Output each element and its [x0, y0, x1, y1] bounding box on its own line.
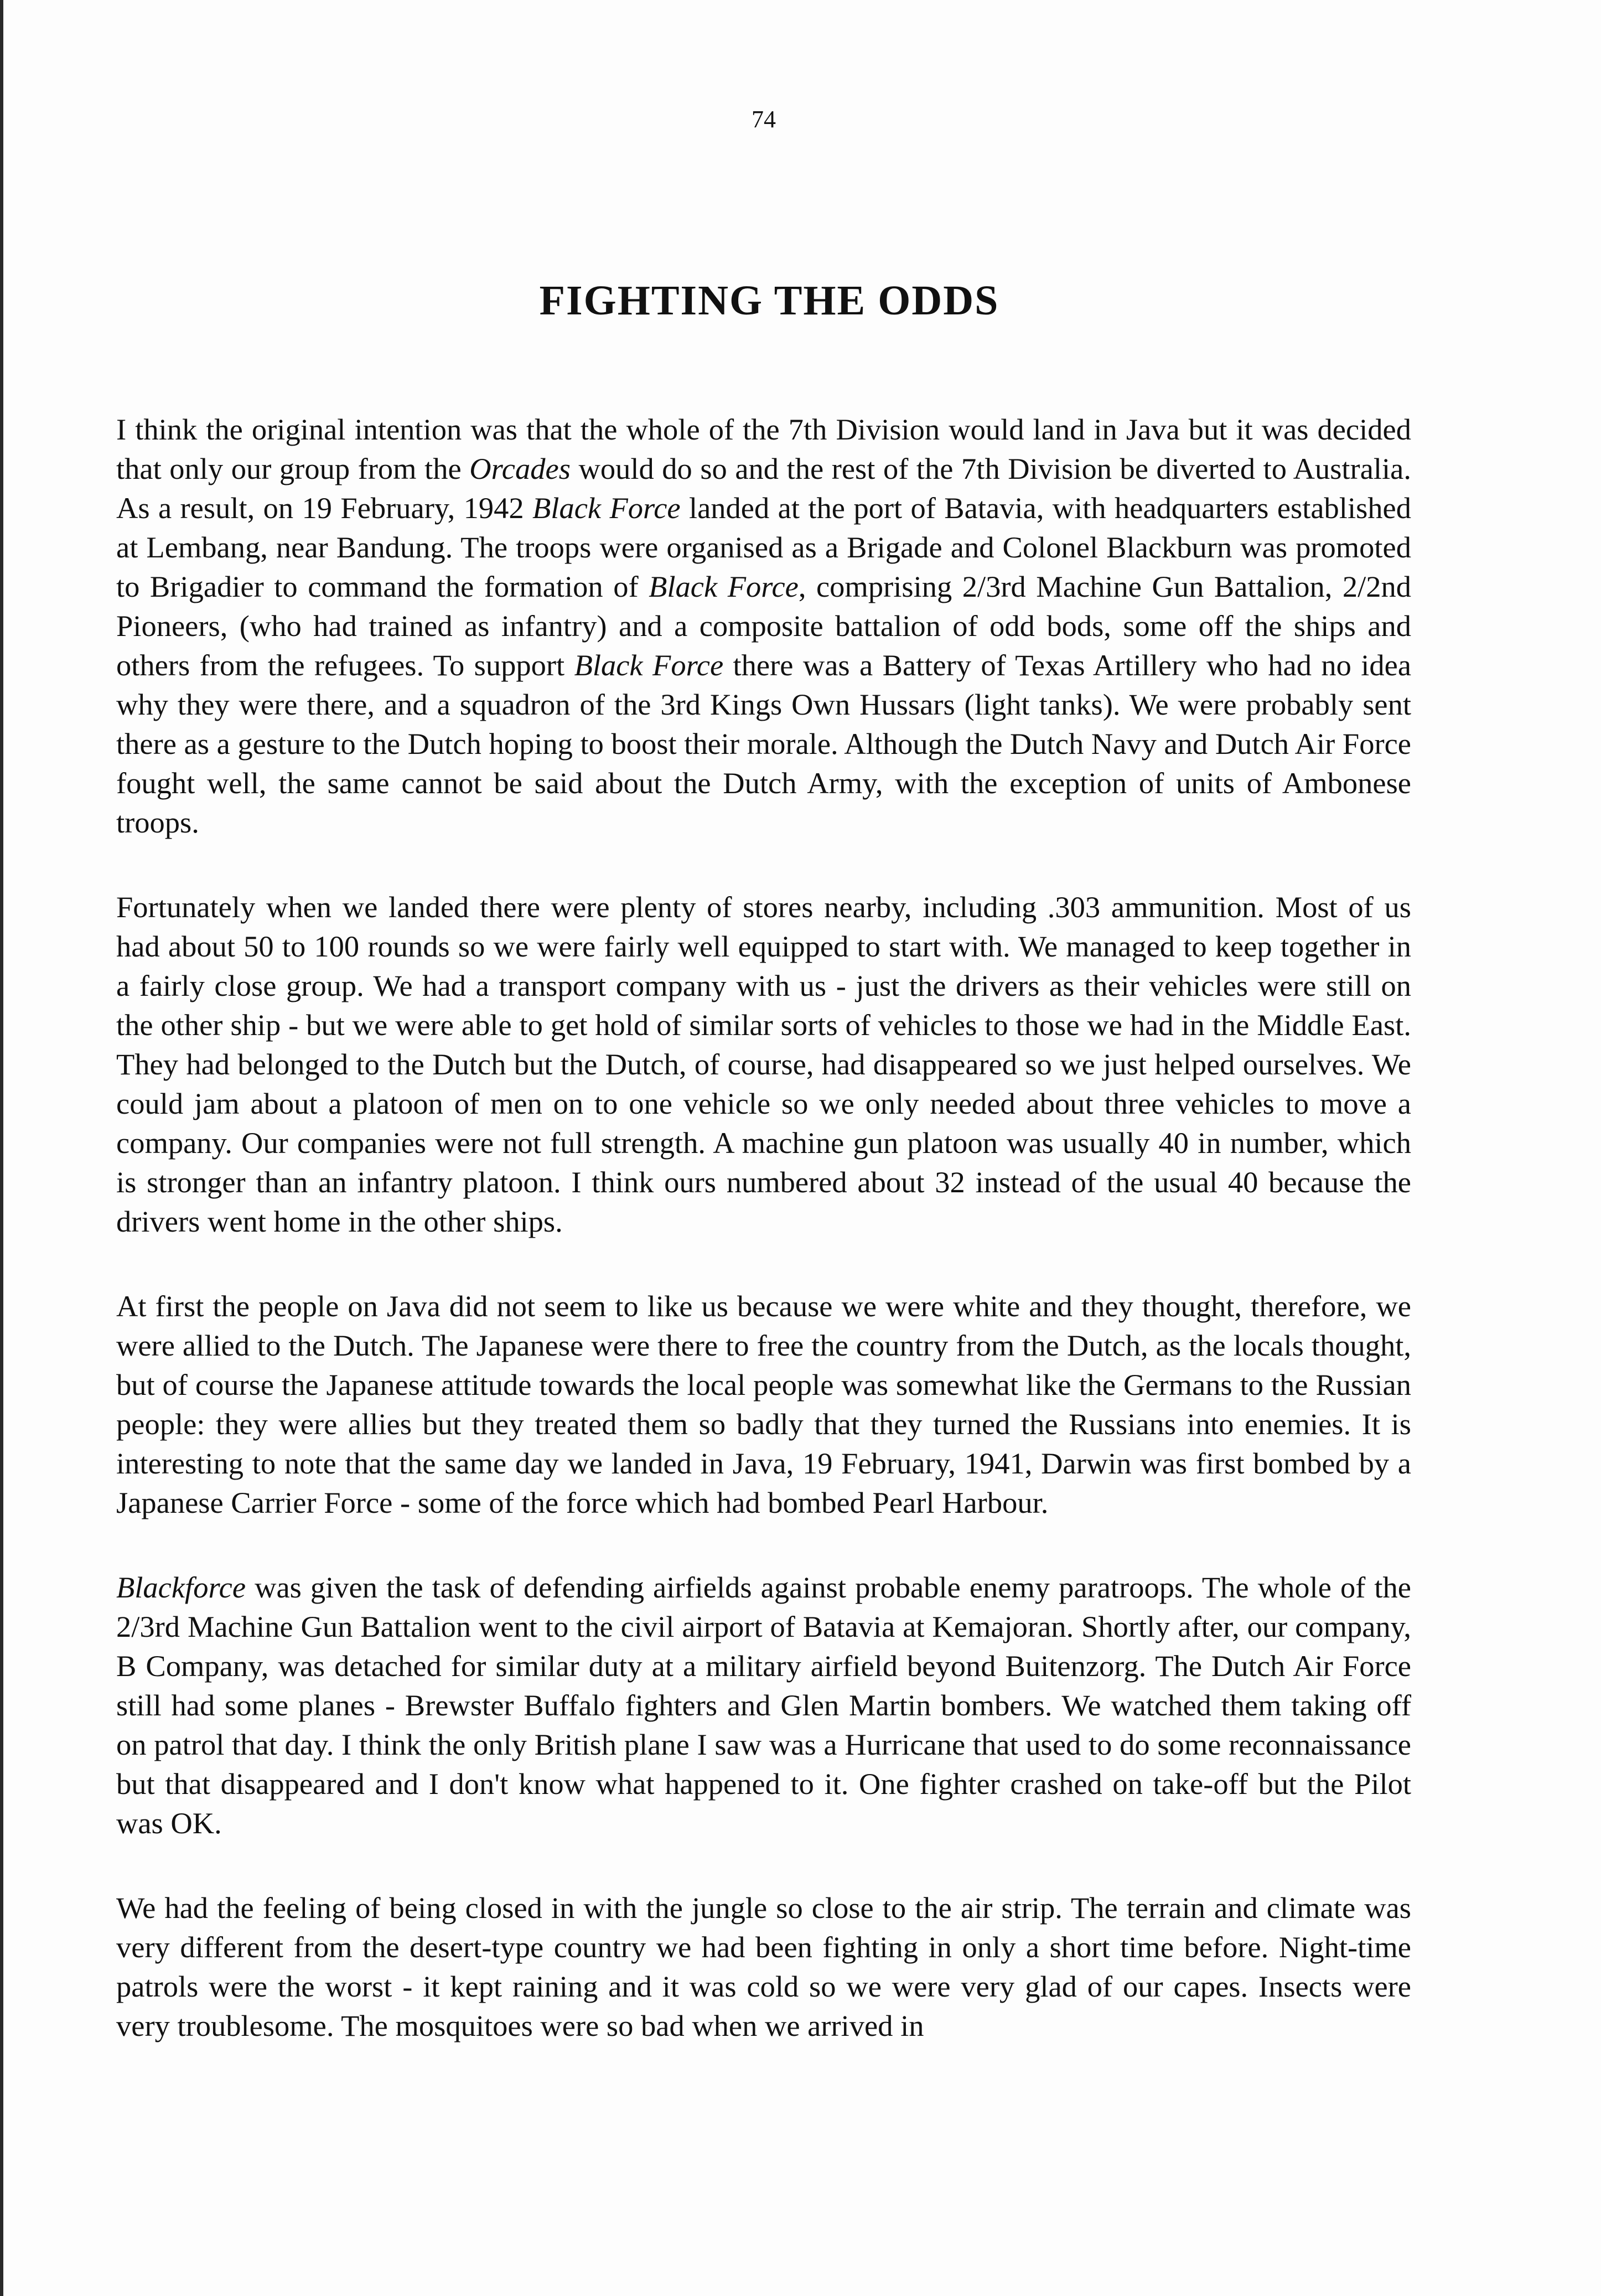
text-run: Fortunately when we landed there were plenty of stores nearby, including .303 ammunition. Most of us had about 50 to 100 rounds so we were fairly well equipped to start with. We managed to keep together in a fairly close group. We had a transport company with us - just the drivers as their vehicles were still on the other ship - but we were able to get hold of similar sorts of vehicles to those we had in the Middle East. They had belonged to the Dutch but the Dutch, of course, had disappeared so we just helped ourselves. We could jam about a platoon of men on to one vehicle so we only needed about three vehicles to move a company. Our companies were not full strength. A machine gun platoon was usually 40 in number, which is stronger than an infantry platoon. I think ours numbered about 32 instead of the usual 40 because the drivers went home in the other ships.: [116, 890, 1411, 1238]
text-run: landed at the port of Batavia, with headquarters established at Lembang, near Bandung. The troops were organised as a Brigade and Colonel Blackburn was promoted to Brigadier to command the formation of: [116, 491, 1411, 603]
text-run: was given the task of defending airfields against probable enemy paratroops. The whole of the 2/3rd Machine Gun Battalion went to the civil airport of Batavia at Kemajoran. Shortly after, our company, B Company, was detached for similar duty at a military airfield beyond Buitenzorg. The Dutch Air Force still had some planes - Brewster Buffalo fighters and Glen Martin bombers. We watched them taking off on patrol that day. I think the only British plane I saw was a Hurricane that used to do some reconnaissance but that disappeared and I don't know what happened to it. One fighter crashed on take-off but the Pilot was OK.: [116, 1570, 1411, 1840]
paragraph: [116, 1286, 1411, 1522]
paragraph: [116, 410, 1411, 842]
text-run: I think the original intention was that the whole of the 7th Division would land in Java but it was decided that only our group from the: [116, 412, 1411, 485]
text-run: there was a Battery of Texas Artillery who had no idea why they were there, and a squadron of the 3rd Kings Own Hussars (light tanks). We were probably sent there as a gesture to the Dutch hoping to boost their morale. Although the Dutch Navy and Dutch Air Force fought well, the same cannot be said about the Dutch Army, with the exception of units of Ambonese troops.: [116, 648, 1412, 839]
paragraph: [116, 1888, 1411, 2045]
italic-text-run: Black Force: [532, 491, 681, 525]
page-number: 74: [752, 106, 776, 133]
body-text: [116, 410, 1411, 2045]
italic-text-run: Orcades: [469, 452, 571, 485]
paragraph: [116, 1568, 1411, 1843]
chapter-title: FIGHTING THE ODDS: [539, 277, 999, 324]
page-binding-edge: [0, 0, 3, 2296]
text-run: We had the feeling of being closed in with the jungle so close to the air strip. The terrain and climate was very different from the desert-type country we had been fighting in only a short time before. Night-time patrols were the worst - it kept raining and it was cold so we were very glad of our capes. Insects were very troublesome. The mosquitoes were so bad when we arrived in: [116, 1891, 1411, 2042]
paragraph: [116, 887, 1411, 1241]
italic-text-run: Black Force: [574, 648, 724, 682]
italic-text-run: Blackforce: [116, 1570, 246, 1604]
text-run: would do so and the rest of the 7th Division be diverted to Australia. As a result, on 19 February, 1942: [116, 452, 1411, 525]
text-run: At first the people on Java did not seem to like us because we were white and they thought, therefore, we were allied to the Dutch. The Japanese were there to free the country from the Dutch, as the locals thought, but of course the Japanese attitude towards the local people was somewhat like the Germans to the Russian people: they were allies but they treated them so badly that they turned the Russians into enemies. It is interesting to note that the same day we landed in Java, 19 February, 1941, Darwin was first bombed by a Japanese Carrier Force - some of the force which had bombed Pearl Harbour.: [116, 1289, 1411, 1519]
text-run: , comprising 2/3rd Machine Gun Battalion, 2/2nd Pioneers, (who had trained as infantry) and a composite battalion of odd bods, some off the ships and others from the refugees. To support: [116, 570, 1411, 682]
italic-text-run: Black Force: [649, 570, 799, 603]
